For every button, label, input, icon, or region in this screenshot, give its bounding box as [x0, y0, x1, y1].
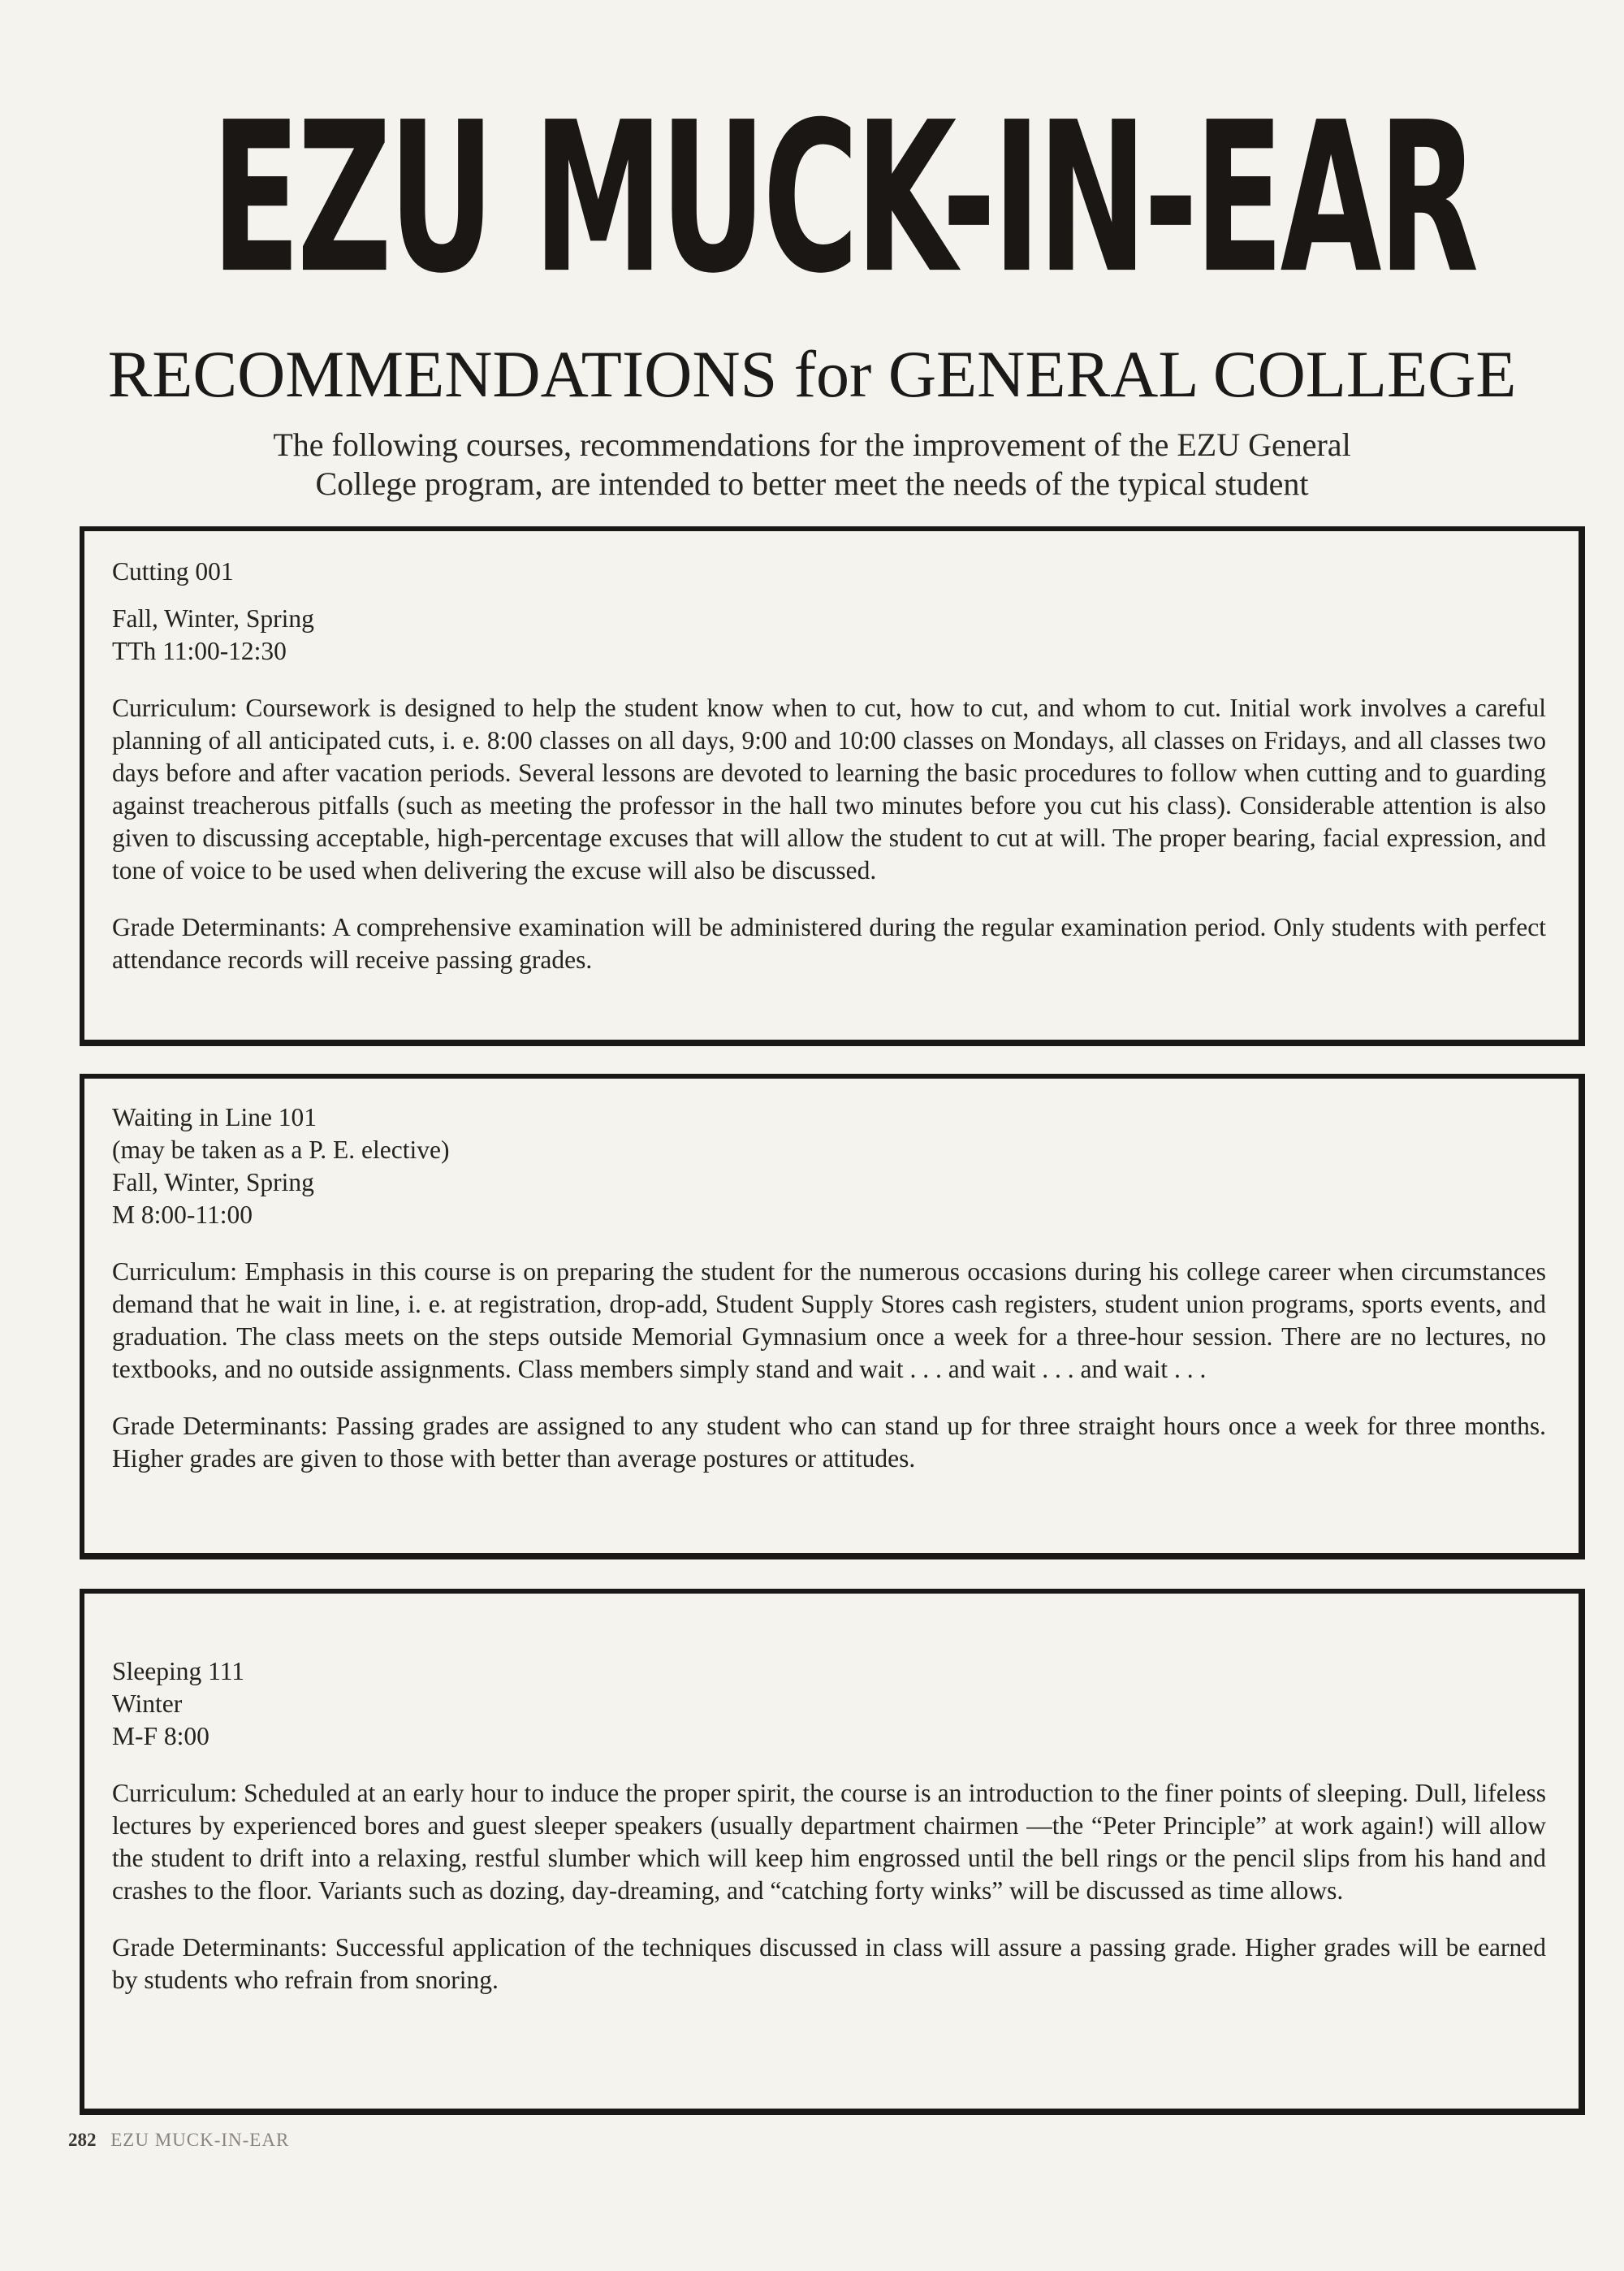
course-terms: Fall, Winter, Spring	[112, 1168, 314, 1196]
spacer	[112, 1231, 1546, 1256]
course-name: Sleeping 111	[112, 1657, 245, 1685]
spacer	[112, 887, 1546, 911]
page-subtitle: RECOMMENDATIONS for GENERAL COLLEGE	[107, 337, 1517, 411]
course-note: (may be taken as a P. E. elective)	[112, 1136, 450, 1164]
intro-paragraph	[0, 426, 1624, 504]
spacer	[112, 1386, 1546, 1410]
course-schedule: M-F 8:00	[112, 1722, 209, 1750]
course-info	[112, 1101, 1546, 1231]
course-curriculum: Curriculum: Scheduled at an early hour to induce the proper spirit, the course is an introduction to the finer points of sleeping. Dull, lifeless lectures by experienced bores and guest sleeper speakers (usually department chairmen —the “Peter Principle” at work again!) will allow the student to drift into a relaxing, restful slumber which will keep him engrossed until the bell rings or the pencil slips from his hand and crashes to the floor. Variants such as dozing, day-dreaming, and “catching forty winks” will be discussed as time allows.	[112, 1779, 1546, 1905]
intro-line: College program, are intended to better meet the needs of the typical student	[315, 465, 1309, 502]
course-name: Cutting 001	[112, 557, 234, 586]
course-box-waiting-in-line	[80, 1074, 1585, 1559]
course-info	[112, 556, 1546, 668]
intro-line: The following courses, recommendations for the improvement of the EZU General	[273, 426, 1351, 463]
spacer	[112, 588, 1546, 603]
running-head: EZU MUCK-IN-EAR	[110, 2130, 290, 2150]
course-grade-determinants: Grade Determinants: Passing grades are assigned to any student who can stand up for three straight hours once a week for three months. Higher grades are given to those with better than average postures or attitudes.	[112, 1412, 1546, 1473]
course-schedule: TTh 11:00-12:30	[112, 637, 287, 665]
course-curriculum: Curriculum: Emphasis in this course is on preparing the student for the numerous occasions during his college career when circumstances demand that he wait in line, i. e. at registration, drop-add, Student Supply Stores cash registers, student union programs, sports events, and graduation. The class meets on the steps outside Memorial Gymnasium once a week for a three-hour session. There are no lectures, no textbooks, and no outside assignments. Class members simply stand and wait . . . and wait . . . and wait . . .	[112, 1257, 1546, 1383]
page-title: EZU MUCK-IN-EAR	[211, 78, 1475, 319]
page-footer	[68, 2128, 289, 2152]
course-box-sleeping	[80, 1589, 1585, 2115]
spacer	[112, 668, 1546, 692]
course-schedule: M 8:00-11:00	[112, 1200, 253, 1229]
course-terms: Fall, Winter, Spring	[112, 604, 314, 633]
course-box-cutting	[80, 526, 1585, 1046]
spacer	[112, 1753, 1546, 1777]
course-name: Waiting in Line 101	[112, 1103, 317, 1131]
course-curriculum: Curriculum: Coursework is designed to help the student know when to cut, how to cut, and whom to cut. Initial work involves a careful planning of all anticipated cuts, i. e. 8:00 classes on all days, 9:00 and 10:00 classes on Mondays, all classes on Fridays, and all classes two days before and after vacation periods. Several lessons are devoted to learning the basic procedures to follow when cutting and to guarding against treacherous pitfalls (such as meeting the professor in the hall two minutes before you cut his class). Considerable attention is also given to discussing acceptable, high-percentage excuses that will allow the student to cut at will. The proper bearing, facial expression, and tone of voice to be used when delivering the excuse will also be discussed.	[112, 694, 1546, 885]
spacer	[112, 1907, 1546, 1931]
course-grade-determinants: Grade Determinants: A comprehensive examination will be administered during the regular examination period. Only students with perfect attendance records will receive passing grades.	[112, 913, 1546, 974]
course-info	[112, 1655, 1546, 1753]
course-terms: Winter	[112, 1689, 183, 1718]
course-grade-determinants: Grade Determinants: Successful application of the techniques discussed in class will assure a passing grade. Higher grades will be earned by students who refrain from snoring.	[112, 1933, 1546, 1994]
page-number: 282	[68, 2130, 97, 2150]
